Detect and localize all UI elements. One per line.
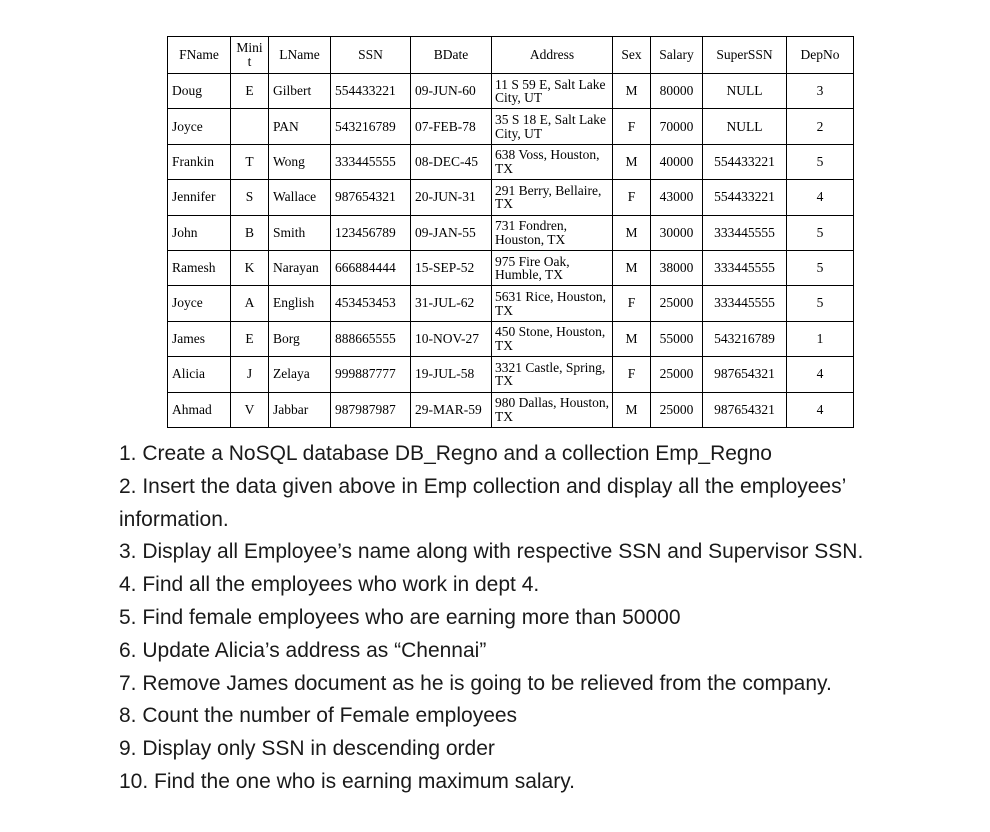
cell-superssn: 543216789 (703, 321, 787, 356)
cell-lname: Zelaya (269, 357, 331, 392)
cell-salary: 25000 (651, 392, 703, 427)
cell-bdate: 09-JAN-55 (411, 215, 492, 250)
cell-bdate: 19-JUL-58 (411, 357, 492, 392)
cell-depno: 4 (787, 357, 854, 392)
cell-bdate: 20-JUN-31 (411, 180, 492, 215)
cell-lname: Narayan (269, 250, 331, 285)
cell-minit: E (231, 74, 269, 109)
header-sex: Sex (613, 37, 651, 74)
cell-address: 5631 Rice, Houston, TX (492, 286, 613, 321)
cell-ssn: 987654321 (331, 180, 411, 215)
header-ssn: SSN (331, 37, 411, 74)
cell-minit: B (231, 215, 269, 250)
header-fname: FName (168, 37, 231, 74)
task-item: 7. Remove James document as he is going to be relieved from the company. (119, 671, 832, 695)
cell-depno: 4 (787, 180, 854, 215)
cell-superssn: 987654321 (703, 392, 787, 427)
task-item: 1. Create a NoSQL database DB_Regno and a collection Emp_Regno (119, 442, 772, 465)
cell-sex: M (613, 392, 651, 427)
cell-bdate: 09-JUN-60 (411, 74, 492, 109)
cell-superssn: NULL (703, 74, 787, 109)
cell-lname: Jabbar (269, 392, 331, 427)
cell-superssn: 554433221 (703, 180, 787, 215)
cell-minit: V (231, 392, 269, 427)
cell-ssn: 543216789 (331, 109, 411, 144)
table-row (168, 286, 854, 321)
cell-minit: S (231, 180, 269, 215)
cell-bdate: 10-NOV-27 (411, 321, 492, 356)
cell-superssn: 987654321 (703, 357, 787, 392)
table-row (168, 180, 854, 215)
cell-superssn: 554433221 (703, 144, 787, 179)
cell-ssn: 666884444 (331, 250, 411, 285)
cell-lname: Borg (269, 321, 331, 356)
header-lname: LName (269, 37, 331, 74)
cell-sex: M (613, 250, 651, 285)
cell-ssn: 453453453 (331, 286, 411, 321)
cell-salary: 70000 (651, 109, 703, 144)
header-address: Address (492, 37, 613, 74)
cell-address: 3321 Castle, Spring, TX (492, 357, 613, 392)
cell-lname: English (269, 286, 331, 321)
task-list (119, 438, 919, 799)
cell-depno: 5 (787, 144, 854, 179)
table-body (168, 74, 854, 428)
cell-sex: M (613, 74, 651, 109)
task-item: 3. Display all Employee’s name along with respective SSN and Supervisor SSN. (119, 540, 864, 564)
cell-fname: Doug (168, 74, 231, 109)
cell-superssn: 333445555 (703, 286, 787, 321)
cell-depno: 5 (787, 215, 854, 250)
cell-bdate: 15-SEP-52 (411, 250, 492, 285)
cell-lname: Gilbert (269, 74, 331, 109)
cell-ssn: 999887777 (331, 357, 411, 392)
cell-depno: 5 (787, 250, 854, 285)
header-bdate: BDate (411, 37, 492, 74)
table-row (168, 144, 854, 179)
cell-bdate: 07-FEB-78 (411, 109, 492, 144)
cell-lname: Wong (269, 144, 331, 179)
header-salary: Salary (651, 37, 703, 74)
cell-sex: M (613, 321, 651, 356)
cell-salary: 40000 (651, 144, 703, 179)
cell-fname: Frankin (168, 144, 231, 179)
cell-sex: M (613, 144, 651, 179)
cell-address: 35 S 18 E, Salt Lake City, UT (492, 109, 613, 144)
cell-salary: 80000 (651, 74, 703, 109)
cell-address: 975 Fire Oak, Humble, TX (492, 250, 613, 285)
cell-fname: Jennifer (168, 180, 231, 215)
cell-fname: John (168, 215, 231, 250)
table-row (168, 215, 854, 250)
cell-depno: 3 (787, 74, 854, 109)
cell-sex: F (613, 286, 651, 321)
table-row (168, 357, 854, 392)
cell-address: 731 Fondren, Houston, TX (492, 215, 613, 250)
cell-salary: 38000 (651, 250, 703, 285)
cell-minit: T (231, 144, 269, 179)
cell-salary: 25000 (651, 357, 703, 392)
cell-superssn: 333445555 (703, 215, 787, 250)
cell-depno: 5 (787, 286, 854, 321)
task-item: 6. Update Alicia’s address as “Chennai” (119, 638, 487, 662)
cell-address: 450 Stone, Houston, TX (492, 321, 613, 356)
header-superssn: SuperSSN (703, 37, 787, 74)
cell-address: 11 S 59 E, Salt Lake City, UT (492, 74, 613, 109)
cell-bdate: 31-JUL-62 (411, 286, 492, 321)
table-row (168, 250, 854, 285)
cell-depno: 4 (787, 392, 854, 427)
cell-sex: F (613, 109, 651, 144)
cell-fname: Ahmad (168, 392, 231, 427)
cell-minit (231, 109, 269, 144)
cell-sex: F (613, 357, 651, 392)
task-item: 9. Display only SSN in descending order (119, 737, 495, 761)
cell-ssn: 987987987 (331, 392, 411, 427)
cell-ssn: 554433221 (331, 74, 411, 109)
cell-minit: J (231, 357, 269, 392)
task-item: 5. Find female employees who are earning more than 50000 (119, 605, 681, 629)
cell-minit: K (231, 250, 269, 285)
cell-superssn: NULL (703, 109, 787, 144)
cell-bdate: 08-DEC-45 (411, 144, 492, 179)
cell-fname: Joyce (168, 286, 231, 321)
cell-fname: James (168, 321, 231, 356)
cell-ssn: 123456789 (331, 215, 411, 250)
table-row (168, 392, 854, 427)
cell-salary: 43000 (651, 180, 703, 215)
employee-table (167, 36, 854, 428)
cell-minit: A (231, 286, 269, 321)
cell-fname: Ramesh (168, 250, 231, 285)
cell-address: 638 Voss, Houston, TX (492, 144, 613, 179)
table-row (168, 321, 854, 356)
cell-lname: Smith (269, 215, 331, 250)
cell-ssn: 888665555 (331, 321, 411, 356)
cell-lname: Wallace (269, 180, 331, 215)
cell-salary: 55000 (651, 321, 703, 356)
table-row (168, 109, 854, 144)
cell-minit: E (231, 321, 269, 356)
cell-fname: Alicia (168, 357, 231, 392)
header-depno: DepNo (787, 37, 854, 74)
cell-salary: 30000 (651, 215, 703, 250)
table-header-row (168, 37, 854, 74)
cell-superssn: 333445555 (703, 250, 787, 285)
cell-fname: Joyce (168, 109, 231, 144)
header-minit: Mini t (231, 37, 269, 74)
cell-depno: 1 (787, 321, 854, 356)
cell-bdate: 29-MAR-59 (411, 392, 492, 427)
cell-depno: 2 (787, 109, 854, 144)
cell-ssn: 333445555 (331, 144, 411, 179)
cell-salary: 25000 (651, 286, 703, 321)
cell-sex: M (613, 215, 651, 250)
cell-lname: PAN (269, 109, 331, 144)
cell-address: 980 Dallas, Houston, TX (492, 392, 613, 427)
task-item: 10. Find the one who is earning maximum salary. (119, 769, 575, 793)
cell-address: 291 Berry, Bellaire, TX (492, 180, 613, 215)
table-row (168, 74, 854, 109)
task-item: 8. Count the number of Female employees (119, 704, 518, 728)
task-item: 2. Insert the data given above in Emp collection and display all the employees’ information. (119, 474, 846, 531)
cell-sex: F (613, 180, 651, 215)
task-item: 4. Find all the employees who work in dept 4. (119, 573, 540, 597)
